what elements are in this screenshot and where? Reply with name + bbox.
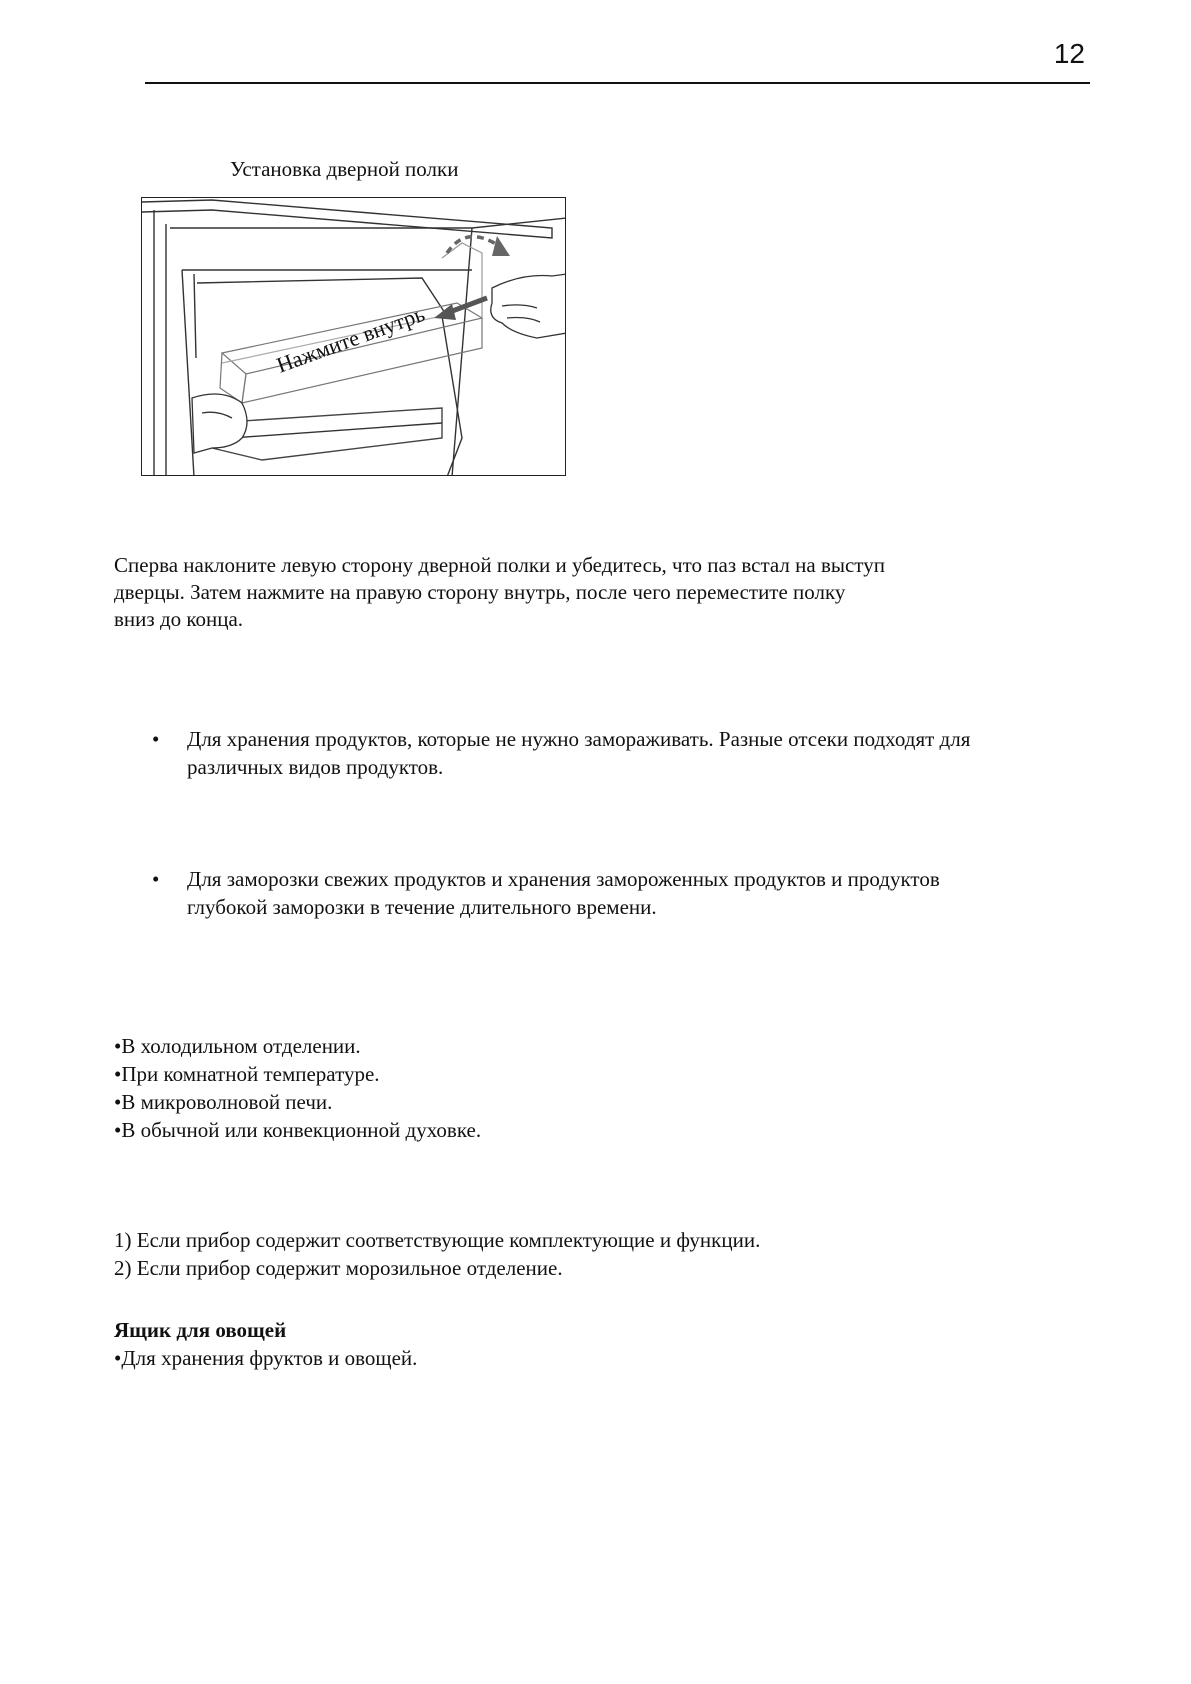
bullet-icon: • (152, 727, 160, 751)
door-shelf-illustration (141, 197, 566, 476)
instruction-line: дверцы. Затем нажмите на правую сторону внутрь, после чего переместите полку (114, 580, 846, 604)
list-item: •При комнатной температуре. (114, 1062, 380, 1086)
list-item: •В холодильном отделении. (114, 1034, 361, 1058)
footnote: 2) Если прибор содержит морозильное отделение. (114, 1256, 563, 1280)
vegetable-drawer-section (114, 1316, 417, 1372)
list-item: •В обычной или конвекционной духовке. (114, 1118, 482, 1142)
footnote: 1) Если прибор содержит соответствующие комплектующие и функции. (114, 1228, 761, 1252)
left-hand (192, 394, 247, 453)
bullet-line: различных видов продуктов. (187, 755, 444, 779)
installation-instruction (114, 552, 885, 633)
section-text: •Для хранения фруктов и овощей. (114, 1346, 418, 1370)
header-divider (145, 82, 1090, 84)
page-number: 12 (1053, 38, 1085, 69)
press-inward-label: Нажмите внутрь (273, 301, 428, 378)
list-item: •В микроволновой печи. (114, 1090, 333, 1114)
bullet-line: Для заморозки свежих продуктов и хранения замороженных продуктов и продуктов (187, 867, 940, 891)
door-top-edge (142, 200, 552, 238)
thawing-methods-list (114, 1032, 481, 1144)
bullet-icon: • (152, 867, 160, 891)
footnotes (114, 1226, 760, 1282)
freezer-compartment-bullet (152, 865, 1112, 921)
fridge-compartment-bullet (152, 725, 1112, 781)
instruction-line: вниз до конца. (114, 607, 244, 631)
instruction-line: Сперва наклоните левую сторону дверной полки и убедитесь, что паз встал на выступ (114, 553, 885, 577)
section-heading: Ящик для овощей (114, 1318, 287, 1342)
bullet-line: Для хранения продуктов, которые не нужно замораживать. Разные отсеки подходят для (187, 727, 971, 751)
figure-caption: Установка дверной полки (230, 157, 459, 181)
bullet-line: глубокой заморозки в течение длительного времени. (187, 895, 657, 919)
